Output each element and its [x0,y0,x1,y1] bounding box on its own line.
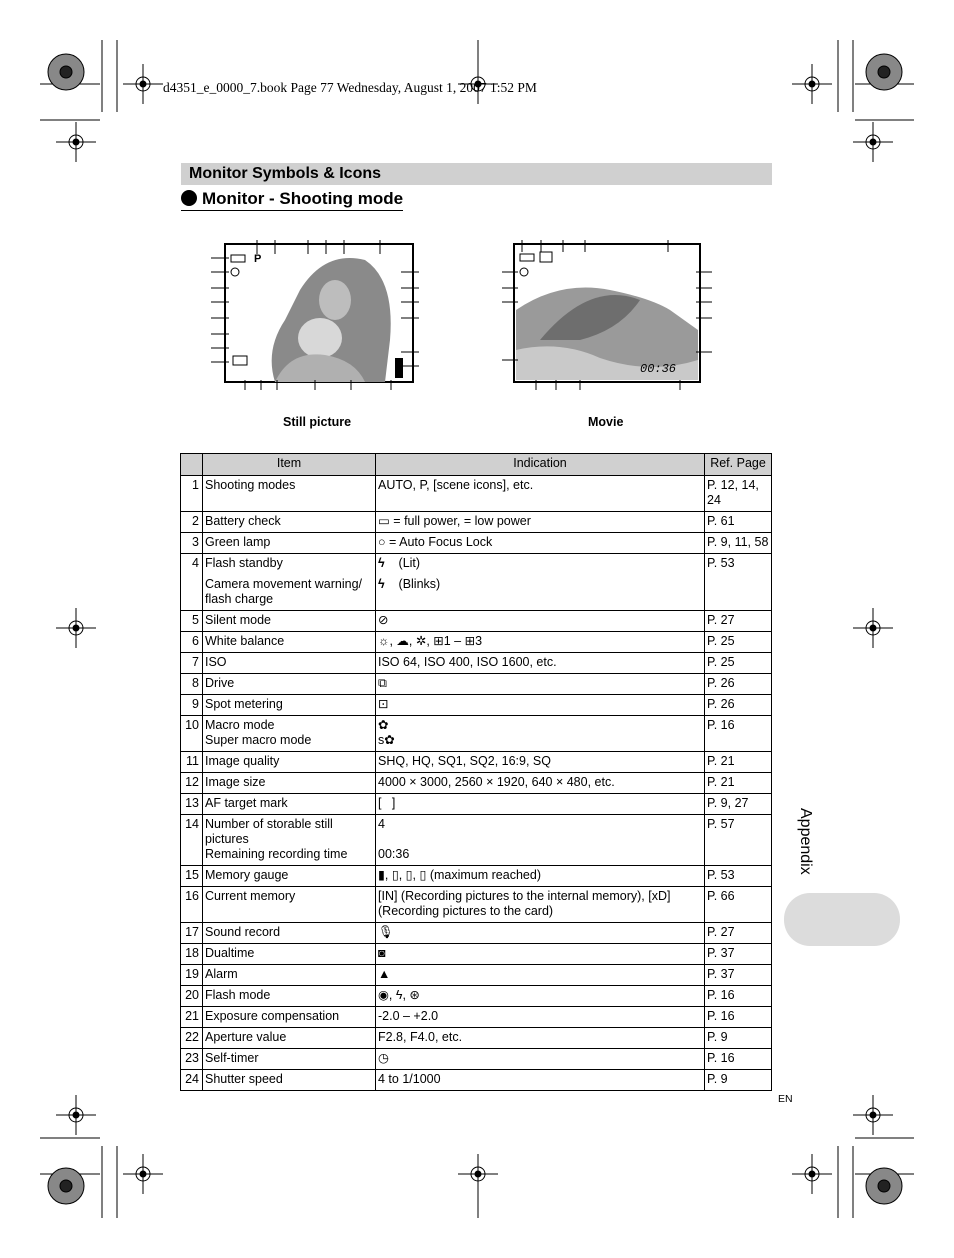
still-picture-caption: Still picture [283,415,352,429]
super-macro-icon: s✿ [378,733,395,747]
table-row: 22 Aperture value F2.8, F4.0, etc. P. 9 [181,1028,772,1049]
macro-icon: ✿ [378,718,389,732]
spot-metering-icon: ⊡ [378,697,389,711]
subsection-title: Monitor - Shooting mode [202,189,404,208]
subsection-heading [181,189,403,211]
table-row: 12 Image size 4000 × 3000, 2560 × 1920, 640 × 480, etc. P. 21 [181,773,772,794]
table-row: 21 Exposure compensation -2.0 – +2.0 P. 16 [181,1007,772,1028]
mode-letter: P [254,253,262,265]
alarm-icon: ▲ [378,967,391,981]
white-balance-icons: ☼, ☁, ✲, ⊞1 – ⊞3 [378,634,483,648]
header-num [181,454,203,476]
table-row: 16 Current memory [IN] (Recording pictures to the internal memory), [xD] (Recording pictures to the card) P. 66 [181,887,772,923]
table-row: 23 Self-timer ◷ P. 16 [181,1049,772,1070]
table-row: 5 Silent mode ⊘ P. 27 [181,611,772,632]
section-title: Monitor Symbols & Icons [189,165,382,182]
battery-full-icon: ▭ [378,514,390,528]
table-row: 9 Spot metering ⊡ P. 26 [181,695,772,716]
flash-mode-icons: ◉, ϟ, ⊛ [378,988,420,1002]
appendix-label: Appendix [797,808,814,875]
table-row: 13 AF target mark [ ] P. 9, 27 [181,794,772,815]
table-row: 20 Flash mode ◉, ϟ, ⊛ P. 16 [181,986,772,1007]
table-row: 17 Sound record 🎙 P. 27 [181,923,772,944]
language-label: EN [778,1093,793,1105]
monitor-symbols-table [180,453,772,1091]
bullet-icon [181,190,197,206]
table-header-row [181,454,772,476]
section-heading [181,163,772,185]
table-row: 24 Shutter speed 4 to 1/1000 P. 9 [181,1070,772,1091]
microphone-icon: 🎙 [378,925,394,939]
header-ref: Ref. Page [705,454,772,476]
still-picture-diagram [205,240,435,390]
table-row: 10 Macro mode Super macro mode ✿ s✿ P. 16 [181,716,772,752]
movie-time: 00:36 [640,362,677,376]
silent-mode-icon: ⊘ [378,613,389,627]
dualtime-icon: ◙ [378,946,386,960]
memory-gauge-icons: ▮, ▯, ▯, ▯ [378,868,427,882]
table-row: 14 Number of storable still pictures Remaining recording time 4 00:36 P. 57 [181,815,772,866]
table-row: 11 Image quality SHQ, HQ, SQ1, SQ2, 16:9, SQ P. 21 [181,752,772,773]
table-row: 2 Battery check ▭ = full power, = low power P. 61 [181,512,772,533]
table-row: 6 White balance ☼, ☁, ✲, ⊞1 – ⊞3 P. 25 [181,632,772,653]
movie-diagram [500,240,720,390]
flash-icon: ϟ [378,556,385,570]
appendix-tab [784,893,900,946]
table-row: 1 Shooting modes AUTO, P, [scene icons], etc. P. 12, 14, 24 [181,476,772,512]
drive-icon: ⧉ [378,676,387,690]
movie-caption: Movie [588,415,624,429]
print-header: d4351_e_0000_7.book Page 77 Wednesday, August 1, 2007 1:52 PM [163,80,537,95]
green-lamp-icon: ○ [378,535,386,549]
table-row: 7 ISO ISO 64, ISO 400, ISO 1600, etc. P. 25 [181,653,772,674]
flash-blink-icon: ϟ [378,577,385,591]
table-row: 18 Dualtime ◙ P. 37 [181,944,772,965]
table-row: 8 Drive ⧉ P. 26 [181,674,772,695]
header-item: Item [203,454,376,476]
self-timer-icon: ◷ [378,1051,389,1065]
table-row: 15 Memory gauge ▮, ▯, ▯, ▯ (maximum reached) P. 53 [181,866,772,887]
table-row: 3 Green lamp ○ = Auto Focus Lock P. 9, 11, 58 [181,533,772,554]
table-row: 4 Flash standby Camera movement warning/ flash charge ϟ (Lit) ϟ (Blinks) P. 53 [181,554,772,611]
table-row: 19 Alarm ▲ P. 37 [181,965,772,986]
header-indication: Indication [376,454,705,476]
